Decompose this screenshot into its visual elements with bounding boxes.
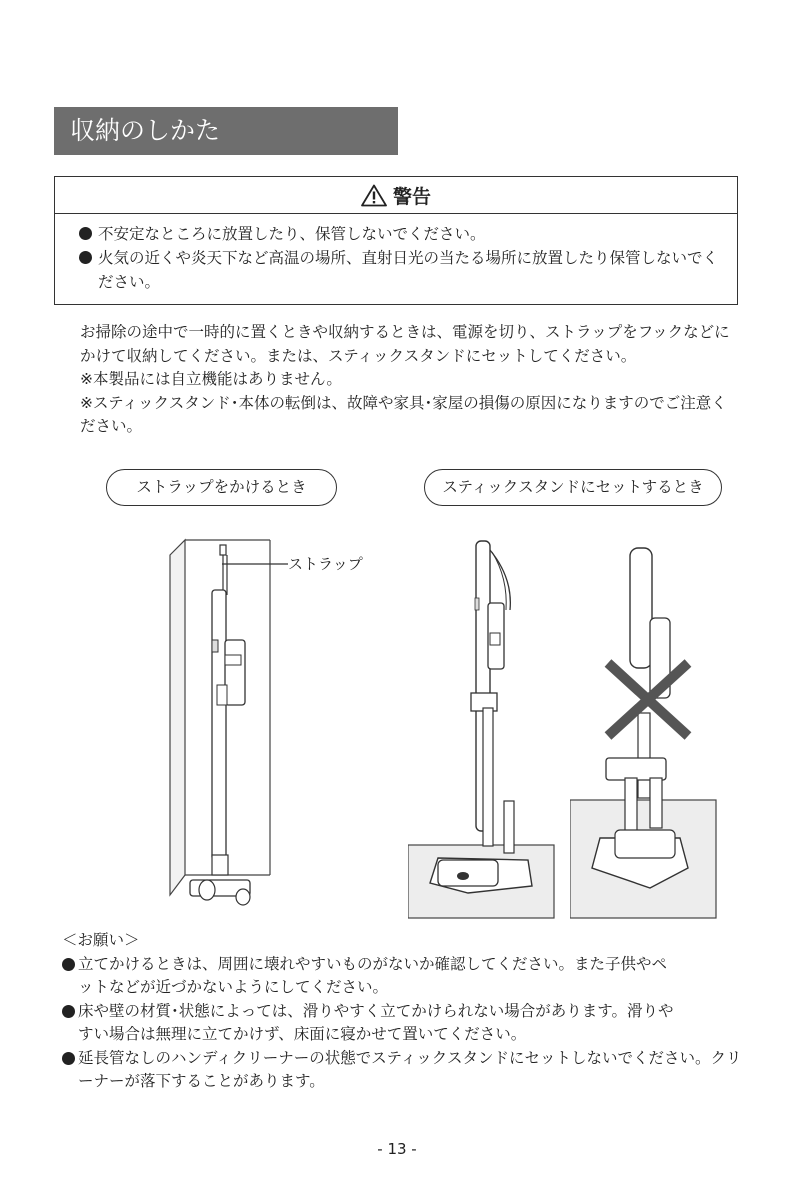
notes-section — [62, 929, 752, 1094]
note-item-text: 延長管なしのハンディクリーナーの状態でスティックスタンドにセットしないでください。クリーナーが落下することがあります。 — [78, 1048, 742, 1090]
note-item-text: 立てかけるときは、周囲に壊れやすいものがないか確認してください。また子供やペットなどが近づかないようにしてください。 — [78, 954, 668, 996]
intro-note: ※本製品には自立機能はありません。 — [80, 370, 342, 388]
strap-leader-line — [222, 562, 288, 566]
bullet-icon — [62, 1005, 75, 1018]
stand-misuse-illustration — [570, 538, 718, 920]
warning-item-text: 不安定なところに放置したり、保管しないでください。 — [98, 225, 486, 243]
warning-list — [55, 214, 737, 294]
stick-stand-illustration — [408, 538, 556, 920]
warning-header — [55, 177, 737, 214]
warning-item — [79, 222, 737, 246]
intro-text — [80, 321, 740, 439]
warning-triangle-icon — [361, 184, 387, 207]
intro-note: ※スティックスタンド･本体の転倒は、故障や家具･家屋の損傷の原因になりますのでご注意ください。 — [80, 393, 727, 435]
strap-case-label: ストラップをかけるとき — [106, 469, 337, 506]
notes-heading: ＜お願い＞ — [62, 931, 140, 949]
note-item — [62, 1047, 752, 1094]
warning-item-text: 火気の近くや炎天下など高温の場所、直射日光の当たる場所に放置したり保管しないでください。 — [98, 249, 719, 291]
strap-hanging-illustration — [165, 535, 285, 910]
bullet-icon — [79, 227, 92, 240]
warning-title: 警告 — [392, 185, 431, 208]
stand-case-label: スティックスタンドにセットするとき — [424, 469, 722, 506]
bullet-icon — [62, 1052, 75, 1065]
warning-box — [54, 176, 738, 305]
warning-item — [79, 246, 737, 294]
note-item — [62, 953, 752, 1000]
section-title: 収納のしかた — [54, 107, 398, 155]
page-number: - 13 - — [377, 1140, 417, 1158]
intro-paragraph: お掃除の途中で一時的に置くときや収納するときは、電源を切り、ストラップをフックなどにかけて収納してください。または、スティックスタンドにセットしてください。 — [80, 323, 730, 365]
note-item-text: 床や壁の材質･状態によっては、滑りやすく立てかけられない場合があります。滑りやすい場合は無理に立てかけず、床面に寝かせて置いてください。 — [78, 1001, 674, 1043]
bullet-icon — [79, 251, 92, 264]
bullet-icon — [62, 958, 75, 971]
strap-label: ストラップ — [288, 555, 363, 573]
note-item — [62, 1000, 752, 1047]
